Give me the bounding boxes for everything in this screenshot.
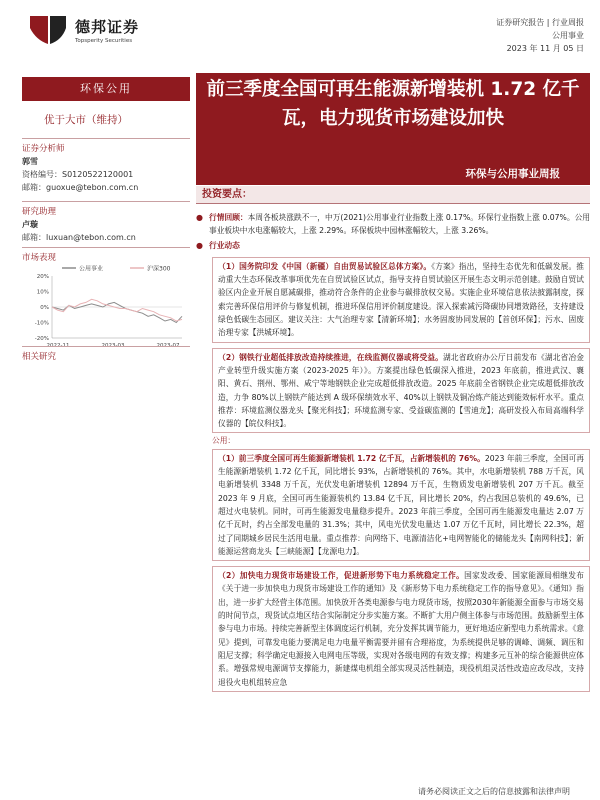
bullet-industry-news [196,239,590,252]
news-2-head: （2）钢铁行业超低排放改造持续推进，在线监测仪器或将受益。 [218,352,444,362]
news-box-1 [212,257,590,343]
market-review-text: 本周各板块涨跌不一，中万(2021)公用事业行业指数上涨 0.17%。环保行业指数上涨 0.07%。公用事业板块中水电涨幅较大，上涨 2.29%。环保板块中园林涨幅较大，上涨 3.26%。 [209,213,590,236]
company-logo [28,14,139,46]
category-banner: 环保公用 [22,77,190,101]
news-3-text: 2023 年前三季度，全国可再生能源新增装机 1.72 亿千瓦，同比增长 93%，占新增装机的 76%。其中，水电新增装机 788 万千瓦，风电新增装机 3348 万千瓦，光伏发电新增装机 12894 万千瓦，生物质发电新增装机 207 万千瓦。截至 2023 年 9 月底，全国可再生能源装机约 13.84 亿千瓦，同比增长 20%，约占我国总装机的 49.6%，已超过火电装机。同时，可再生能源发电量稳步提升。2023 年前三季度，全国可再生能源发电量达 2.07 万亿千瓦时，约占全部发电量的 31.3%；其中，风电光伏发电量达 1.07 万亿千瓦时，同比增长 22.3%，超过了同期城乡居民生活用电量。重点推荐：向网络下、电源清洁化+电网智能化的储能龙头【南网科技】；新能源运营商龙头【三峡能源】【龙源电力】。 [218,453,585,556]
bullet-market-review [196,211,590,238]
y-tick-label: -10% [34,320,49,327]
assistant-heading: 研究助理 [22,201,190,217]
analyst-heading: 证券分析师 [22,138,190,154]
utility-label: 公用： [212,436,236,446]
news-3-head: （1）前三季度全国可再生能源新增装机 1.72 亿千瓦，占新增装机的 76%。 [218,453,485,463]
news-4-head: （2）加快电力现货市场建设工作，促进新形势下电力系统稳定工作。 [218,571,465,581]
related-heading: 相关研究 [22,346,190,362]
news-2-text: 湖北省政府办公厅日前发布《湖北省冶金产业转型升级实施方案（2023-2025 年）》。方案提出绿色低碳深入推进，2023 年底前，推进武汉、襄阳、黄石、荆州、鄂州、咸宁等地钢铁企业完成超低排放改造。2025 年底前全省钢铁企业完成超低排放改造，力争 80%以上钢铁产能达到 A 级环保绩效水平、40%以上钢铁及铜冶炼产能达到能效标杆水平。重点推荐：环境监测仪器龙头【聚光科技】；环境监测专家、受益碳监测的【雪迪龙】；高研发投入布局高端科学仪器的【皖仪科技】。 [218,352,584,429]
market-performance-chart [22,262,190,354]
industry-news-head: 行业动态 [209,240,240,250]
logo-english: Topsperity Securities [75,38,133,44]
analyst-cert: 资格编号：S0120522120001 [22,170,134,179]
report-subtitle: 环保与公用事业周报 [465,168,560,180]
series-line [52,302,182,322]
bullet-icon: ● [196,213,203,222]
highlights-body [196,210,590,692]
bullet-icon: ● [196,240,203,250]
report-meta [496,16,584,55]
x-tick-label: 2022-11 [46,343,70,349]
analyst-email[interactable]: 邮箱：guoxue@tebon.com.cn [22,183,139,192]
title-banner [196,73,590,185]
report-type: 证券研究报告 | 行业周报 [496,18,584,27]
analyst-info [22,155,138,194]
report-title: 前三季度全国可再生能源新增装机 1.72 亿千瓦，电力现货市场建设加快 [206,79,580,129]
news-4-text: 国家发改委、国家能源局相继发布《关于进一步加快电力现货市场建设工作的通知》及《新形势下电力系统稳定工作的指导意见》。《通知》指出，进一步扩大经营主体范围。加快放开各类电源参与电力现货市场，按照2030年新能源全面参与市场交易的时间节点，现货试点地区结合实际制定分步实施方案。不断扩大用户侧主体参与市场范围。鼓励新型主体参与电力市场。持续完善新型主体调度运行机制，充分发挥其调节能力，更好地适应新型电力系统需求。《意见》提到，可靠发电能力要满足电力电量平衡需要并留有合理裕度，为系统提供足够的调峰、调频、调压和阻尼支撑；科学确定电源接入电网电压等级，实现对各级电网的有效支撑；构建多元互补的综合能源供应体系。增强常规电源调节支撑能力，新建煤电机组全部实现灵活性制造，现役机组灵活性改造应改尽改，支持退役火电机组转应急 [218,571,584,687]
assistant-info [22,218,136,244]
report-industry: 公用事业 [552,31,584,40]
news-1-text: 《方案》指出，坚持生态优先和低碳发展。推动重大生态环保改革事项优先在自贸试验区试点，指导支持自贸试验区开展生态文明示范创建。鼓励自贸试验区内企业开展自愿减碳排，推动符合条件的企业参与碳排放权交易。实施企业环境信息依法披露制度，探索完善环保信用评价与修复机制，推进环保信用评价制度建设。深入探索减污降碳协同增效路径，支持建设绿色低碳生态园区。建议关注：大气治理专家【清新环境】；水务固废协同发展的【首创环保】；污水、固废治理专家【洪城环境】。 [218,261,584,338]
news-box-2 [212,348,590,434]
analyst-name: 郭雪 [22,157,38,166]
disclaimer-footer: 请务必阅读正文之后的信息披露和法律声明 [418,787,570,796]
news-box-3 [212,449,590,561]
y-tick-label: 0% [40,305,49,311]
highlights-bar: 投资要点： [196,186,590,204]
market-review-head: 行情回顾： [209,213,248,222]
legend-label: 沪深300 [147,265,171,273]
y-tick-label: -20% [34,336,49,342]
assistant-name: 卢璇 [22,220,38,229]
report-date: 2023 年 11 月 05 日 [506,44,584,53]
assistant-email[interactable]: 邮箱：luxuan@tebon.com.cn [22,233,136,242]
legend-label: 公用事业 [79,265,104,273]
news-1-head: （1）国务院印发《中国（新疆）自由贸易试验区总体方案》。 [218,261,432,271]
logo-shield-icon [28,14,68,46]
series-line [52,299,182,321]
logo-chinese: 德邦证券 [75,18,140,36]
y-tick-label: 20% [36,274,49,280]
x-tick-label: 2023-03 [101,343,125,349]
rating: 优于大市（维持） [44,114,128,126]
y-tick-label: 10% [36,289,49,296]
x-tick-label: 2023-07 [156,343,180,349]
market-heading: 市场表现 [22,247,190,263]
news-box-4 [212,566,590,692]
